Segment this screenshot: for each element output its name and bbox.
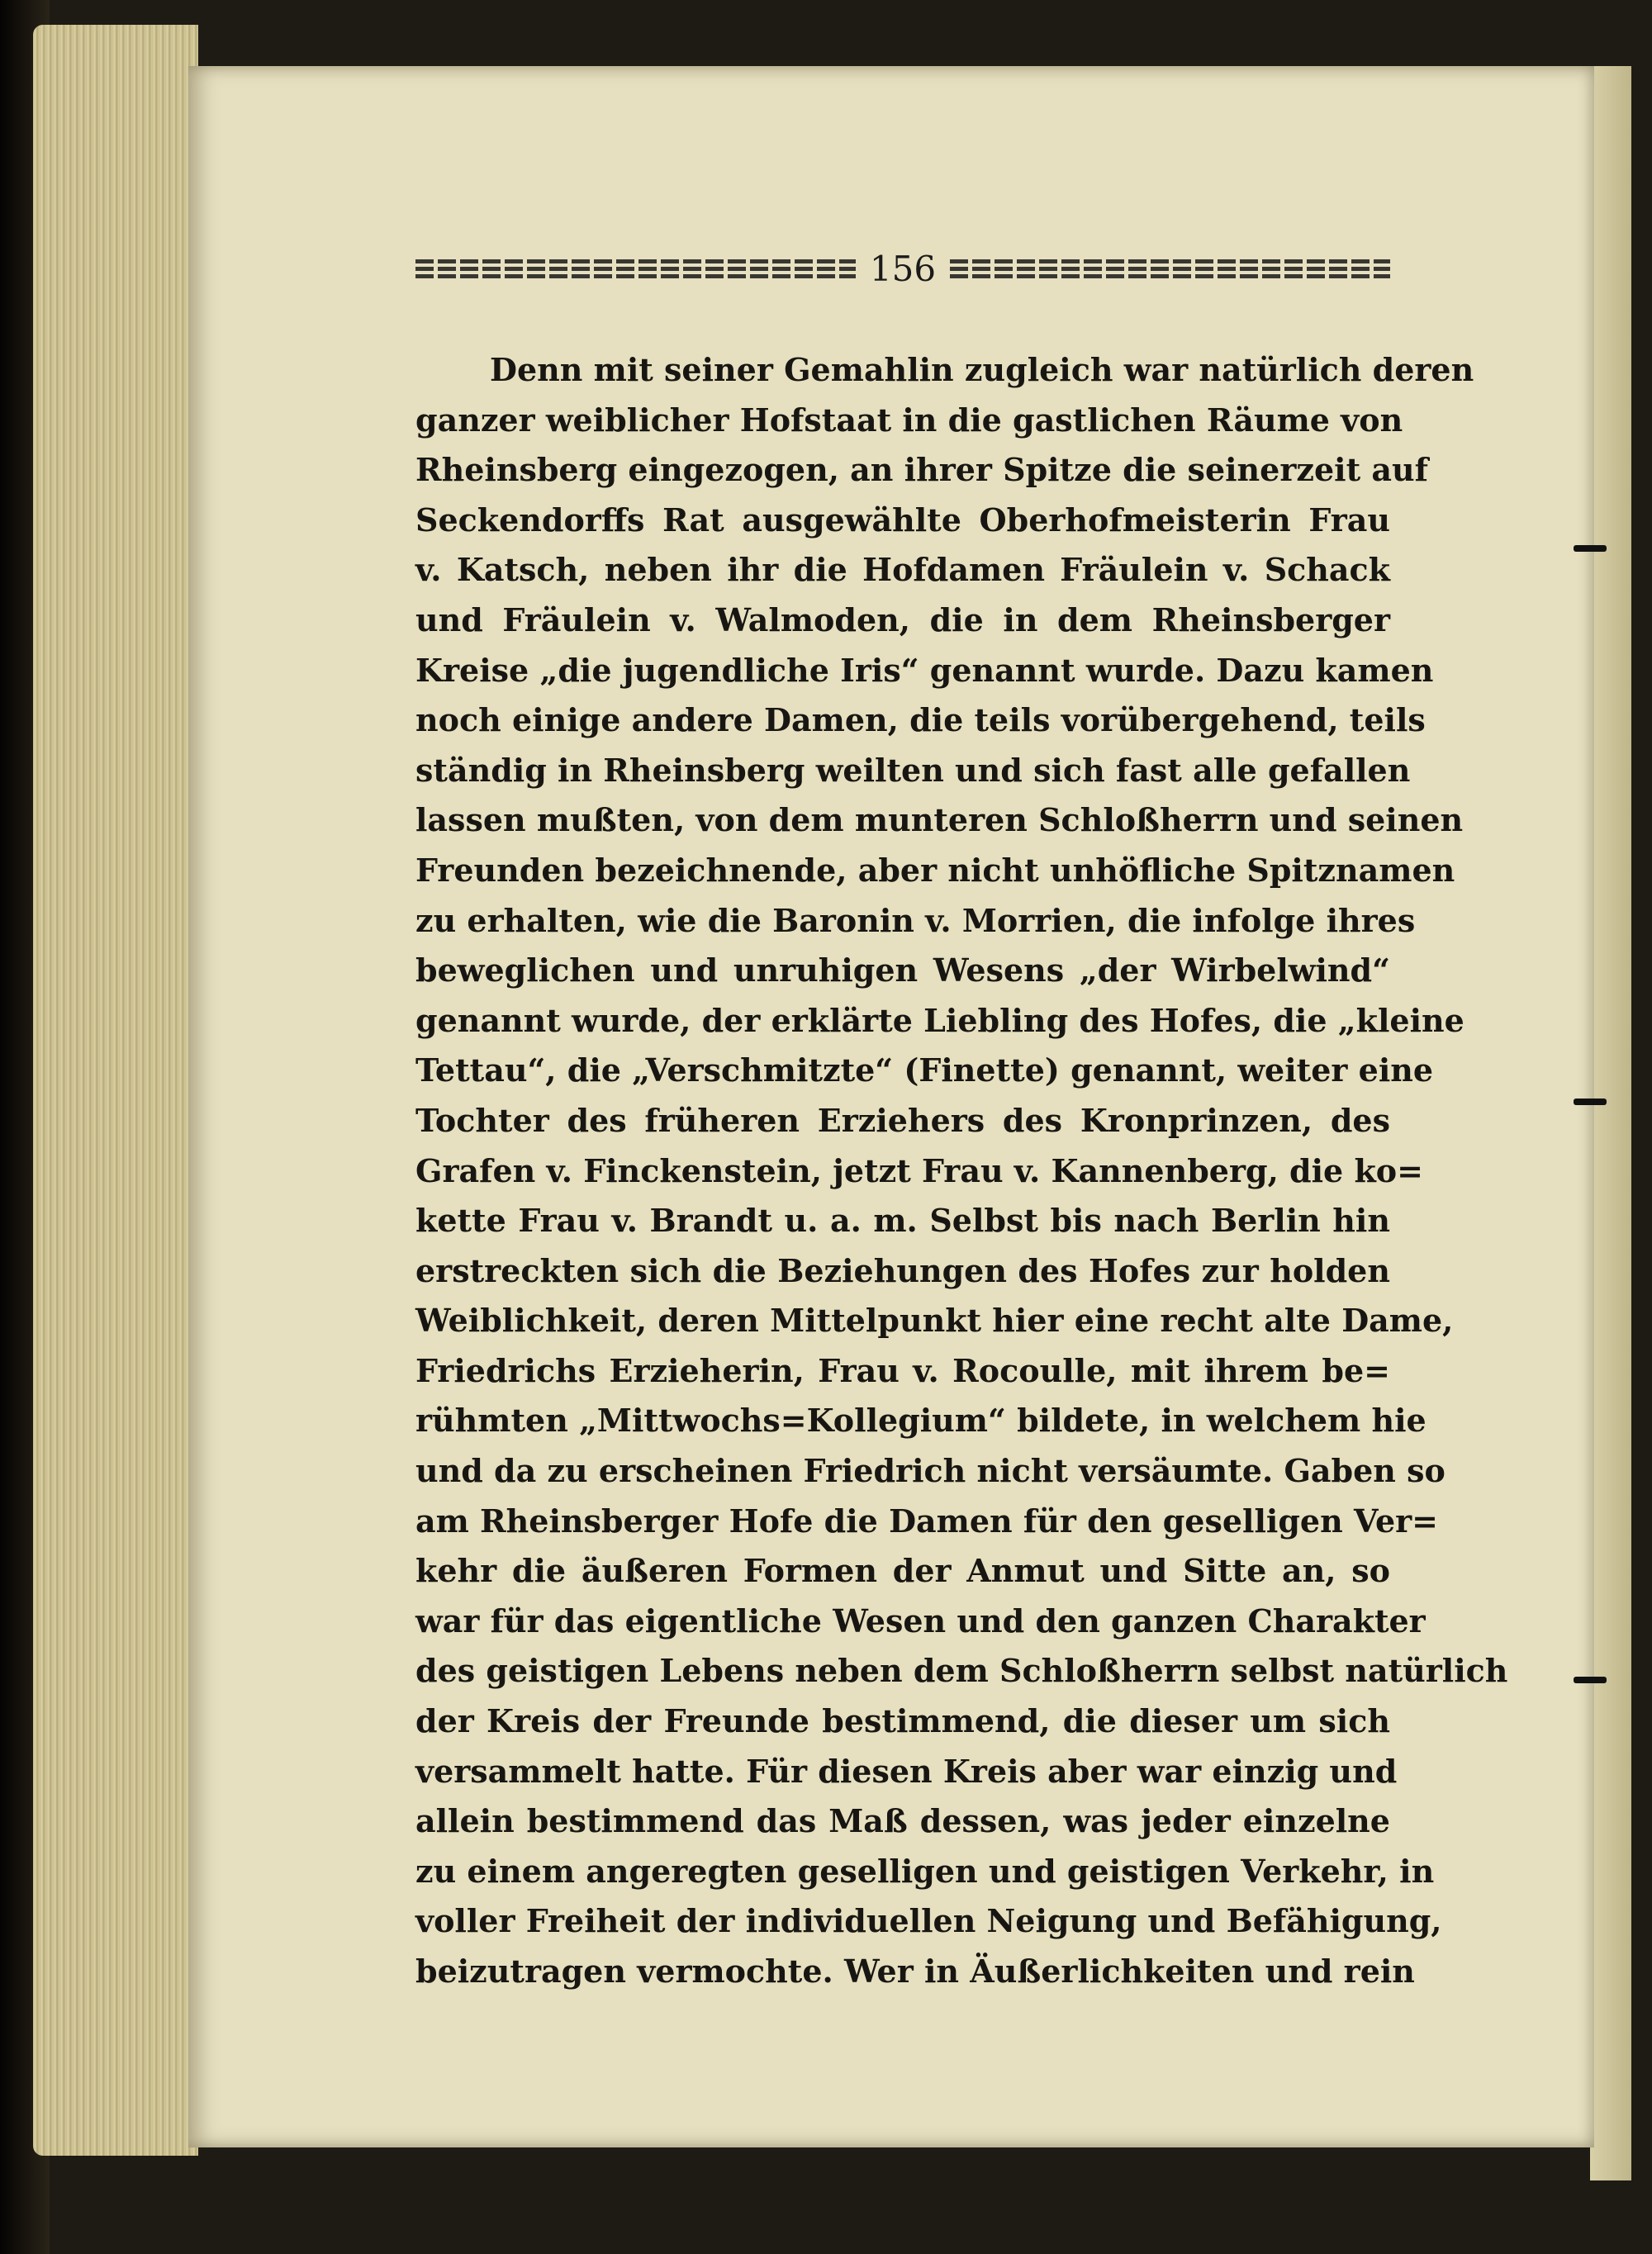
text-line: kehr die äußeren Formen der Anmut und Sitte an, so (415, 1552, 1390, 1590)
text-line: allein bestimmend das Maß dessen, was jeder einzelne (415, 1802, 1390, 1840)
text-line: voller Freiheit der individuellen Neigung und Befähigung, (415, 1902, 1442, 1940)
text-line: beizutragen vermochte. Wer in Äußerlichkeiten und rein (415, 1953, 1415, 1990)
text-line: ständig in Rheinsberg weilten und sich fast alle gefallen (415, 751, 1411, 789)
text-line: Seckendorffs Rat ausgewählte Oberhofmeisterin Frau (415, 501, 1390, 539)
facing-page-edge (1590, 66, 1631, 2180)
text-line: Rheinsberg eingezogen, an ihrer Spitze die seinerzeit auf (415, 451, 1428, 489)
text-line: Denn mit seiner Gemahlin zugleich war natürlich deren (490, 351, 1474, 388)
text-line: war für das eigentliche Wesen und den ganzen Charakter (415, 1602, 1426, 1639)
page-number: 156 (869, 248, 937, 289)
text-line: beweglichen und unruhigen Wesens „der Wirbelwind“ (415, 951, 1390, 989)
header-ornament-left (415, 259, 856, 278)
fore-edge-mark (1574, 1099, 1607, 1105)
text-line: rühmten „Mittwochs=Kollegium“ bildete, in welchem hie (415, 1402, 1427, 1440)
text-line: Grafen v. Finckenstein, jetzt Frau v. Kannenberg, die ko= (415, 1151, 1423, 1189)
text-line: Weiblichkeit, deren Mittelpunkt hier eine recht alte Dame, (415, 1302, 1454, 1340)
fore-edge-mark (1574, 545, 1607, 552)
header-ornament-right (950, 259, 1390, 278)
text-line: noch einige andere Damen, die teils vorübergehend, teils (415, 701, 1426, 739)
fore-edge-mark (1574, 1677, 1607, 1683)
text-line: Kreise „die jugendliche Iris“ genannt wurde. Dazu kamen (415, 651, 1434, 689)
text-line: Friedrichs Erzieherin, Frau v. Rocoulle, mit ihrem be= (415, 1351, 1390, 1389)
text-line: des geistigen Lebens neben dem Schloßherrn selbst natürlich (415, 1652, 1508, 1690)
text-line: der Kreis der Freunde bestimmend, die dieser um sich (415, 1702, 1390, 1740)
text-line: zu erhalten, wie die Baronin v. Morrien, die infolge ihres (415, 901, 1416, 939)
page-header (415, 248, 1390, 289)
text-line: Tochter des früheren Erziehers des Kronprinzen, des (415, 1101, 1390, 1139)
text-line: erstreckten sich die Beziehungen des Hofes zur holden (415, 1251, 1390, 1289)
text-line: kette Frau v. Brandt u. a. m. Selbst bis nach Berlin hin (415, 1202, 1390, 1240)
text-line: Tettau“, die „Verschmitzte“ (Finette) genannt, weiter eine (415, 1051, 1434, 1089)
text-line: genannt wurde, der erklärte Liebling des Hofes, die „kleine (415, 1001, 1464, 1039)
text-line: versammelt hatte. Für diesen Kreis aber war einzig und (415, 1752, 1398, 1790)
text-line: ganzer weiblicher Hofstaat in die gastlichen Räume von (415, 401, 1403, 439)
text-line: v. Katsch, neben ihr die Hofdamen Fräulein v. Schack (415, 551, 1390, 589)
text-line: Freunden bezeichnende, aber nicht unhöfliche Spitznamen (415, 851, 1455, 889)
text-line: zu einem angeregten geselligen und geistigen Verkehr, in (415, 1852, 1435, 1890)
text-line: lassen mußten, von dem munteren Schloßherrn und seinen (415, 801, 1464, 839)
body-text (415, 345, 1508, 1997)
text-line: am Rheinsberger Hofe die Damen für den geselligen Ver= (415, 1502, 1438, 1540)
text-line: und da zu erscheinen Friedrich nicht versäumte. Gaben so (415, 1452, 1446, 1490)
text-line: und Fräulein v. Walmoden, die in dem Rheinsberger (415, 600, 1390, 638)
page-edge-stack (33, 25, 198, 2156)
